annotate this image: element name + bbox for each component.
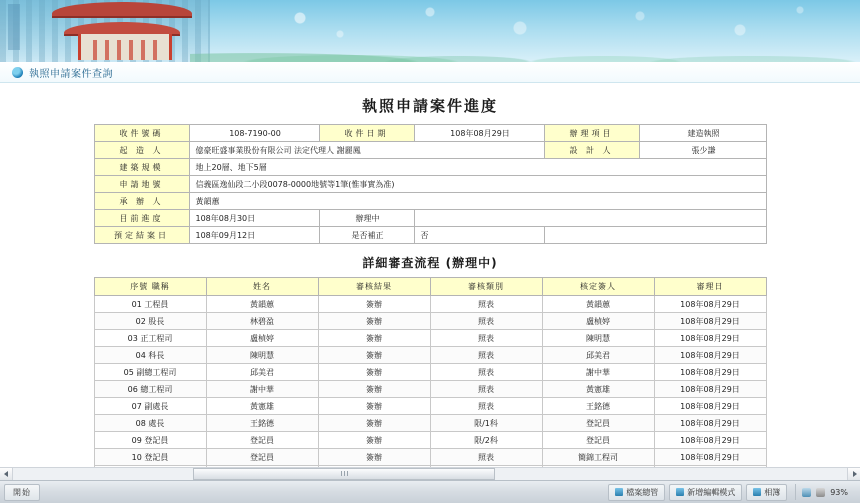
zoom-level[interactable]: 93% xyxy=(830,487,848,497)
cell-result: 簽辦 xyxy=(318,330,430,347)
table-row xyxy=(94,142,766,159)
taskbar-item-label: 相簿 xyxy=(764,487,781,497)
table-row xyxy=(94,449,766,466)
sound-icon[interactable] xyxy=(816,488,825,497)
cell-seq: 02 股長 xyxy=(94,313,206,330)
table-row xyxy=(94,347,766,364)
cell-date: 108年08月29日 xyxy=(654,398,766,415)
breadcrumb-label[interactable]: 執照申請案件查詢 xyxy=(29,68,113,80)
cell-name: 林碧盈 xyxy=(206,313,318,330)
cell-category: 照表 xyxy=(430,347,542,364)
value-receipt-date: 108年08月29日 xyxy=(414,125,544,142)
value-supplement-note xyxy=(544,227,766,244)
col-name: 姓名 xyxy=(206,278,318,296)
site-banner xyxy=(0,0,860,62)
cell-date: 108年08月29日 xyxy=(654,330,766,347)
col-category: 審核類別 xyxy=(430,278,542,296)
cell-category: 照表 xyxy=(430,313,542,330)
cell-seq: 04 科長 xyxy=(94,347,206,364)
value-progress-date: 108年08月30日 xyxy=(189,210,319,227)
value-scale: 地上20層、地下5層 xyxy=(189,159,766,176)
application-info-table xyxy=(94,124,767,244)
cell-result: 簽辦 xyxy=(318,398,430,415)
cell-date: 108年08月29日 xyxy=(654,364,766,381)
window-icon xyxy=(753,488,761,496)
label-supplement: 是否補正 xyxy=(319,227,414,244)
cell-category: 照表 xyxy=(430,330,542,347)
col-seq-title: 序號 職稱 xyxy=(94,278,206,296)
cell-approver: 黃憲雄 xyxy=(542,381,654,398)
cell-result: 簽辦 xyxy=(318,432,430,449)
taskbar-item-label: 新增編輯模式 xyxy=(687,487,736,497)
table-row xyxy=(94,193,766,210)
cell-approver: 謝中華 xyxy=(542,364,654,381)
scroll-right-arrow-icon[interactable] xyxy=(847,468,860,480)
cell-name: 黃憲雄 xyxy=(206,398,318,415)
horizontal-scrollbar[interactable] xyxy=(0,467,860,480)
cell-date: 108年08月29日 xyxy=(654,449,766,466)
value-applicant: 億豪旺盛事業股份有限公司 法定代理人 謝麗鳳 xyxy=(189,142,544,159)
cell-category: 照表 xyxy=(430,381,542,398)
label-item: 辦理項目 xyxy=(544,125,639,142)
taskbar-item[interactable] xyxy=(746,484,787,501)
cell-name: 登記員 xyxy=(206,449,318,466)
scroll-left-arrow-icon[interactable] xyxy=(0,468,13,480)
table-row xyxy=(94,381,766,398)
table-row xyxy=(94,227,766,244)
taskbar-item-label: 檔案總管 xyxy=(626,487,659,497)
cell-seq: 08 處長 xyxy=(94,415,206,432)
scroll-thumb[interactable] xyxy=(193,468,495,480)
cell-result: 簽辦 xyxy=(318,364,430,381)
cell-category: 限/2科 xyxy=(430,432,542,449)
start-button[interactable]: 開始 xyxy=(4,484,40,501)
cell-result: 簽辦 xyxy=(318,347,430,364)
review-flow-table xyxy=(94,277,767,483)
cell-category: 照表 xyxy=(430,398,542,415)
cell-date: 108年08月29日 xyxy=(654,432,766,449)
cell-category: 照表 xyxy=(430,296,542,313)
page-title: 執照申請案件進度 xyxy=(361,97,498,115)
taskbar-item[interactable] xyxy=(608,484,665,501)
value-progress-status: 辦理中 xyxy=(319,210,414,227)
cell-seq: 10 登記員 xyxy=(94,449,206,466)
table-row xyxy=(94,176,766,193)
system-tray xyxy=(795,484,854,500)
cell-result: 簽辦 xyxy=(318,449,430,466)
cell-category: 照表 xyxy=(430,364,542,381)
label-scale: 建築規模 xyxy=(94,159,189,176)
cell-approver: 王銘德 xyxy=(542,398,654,415)
table-row xyxy=(94,364,766,381)
cell-seq: 09 登記員 xyxy=(94,432,206,449)
taskbar xyxy=(0,480,860,503)
cell-seq: 03 正工程司 xyxy=(94,330,206,347)
cell-date: 108年08月29日 xyxy=(654,296,766,313)
cell-name: 登記員 xyxy=(206,432,318,449)
cell-approver: 黃韻蕙 xyxy=(542,296,654,313)
cell-name: 邱美君 xyxy=(206,364,318,381)
cell-date: 108年08月29日 xyxy=(654,347,766,364)
value-due-date: 108年09月12日 xyxy=(189,227,319,244)
cell-approver: 登記員 xyxy=(542,415,654,432)
cell-approver: 登記員 xyxy=(542,432,654,449)
network-icon[interactable] xyxy=(802,488,811,497)
cell-approver: 陳明慧 xyxy=(542,330,654,347)
cell-seq: 01 工程員 xyxy=(94,296,206,313)
col-approver: 核定簽人 xyxy=(542,278,654,296)
col-result: 審核結果 xyxy=(318,278,430,296)
cell-date: 108年08月29日 xyxy=(654,313,766,330)
cell-result: 簽辦 xyxy=(318,415,430,432)
cell-approver: 盧楨婷 xyxy=(542,313,654,330)
cell-name: 黃韻蕙 xyxy=(206,296,318,313)
table-row xyxy=(94,398,766,415)
cell-category: 限/1科 xyxy=(430,415,542,432)
value-receipt-no: 108-7190-00 xyxy=(189,125,319,142)
cell-seq: 06 總工程司 xyxy=(94,381,206,398)
label-due-date: 預定結案日 xyxy=(94,227,189,244)
cell-name: 謝中華 xyxy=(206,381,318,398)
value-designer: 張少謙 xyxy=(639,142,766,159)
taskbar-item[interactable] xyxy=(669,484,742,501)
taskbar-items xyxy=(608,484,860,501)
window-icon xyxy=(676,488,684,496)
table-header-row xyxy=(94,278,766,296)
table-row xyxy=(94,415,766,432)
table-row xyxy=(94,159,766,176)
value-supplement: 否 xyxy=(414,227,544,244)
label-receipt-no: 收件號碼 xyxy=(94,125,189,142)
label-applicant: 起 造 人 xyxy=(94,142,189,159)
table-row xyxy=(94,313,766,330)
label-designer: 設 計 人 xyxy=(544,142,639,159)
table-row xyxy=(94,432,766,449)
cell-result: 簽辦 xyxy=(318,313,430,330)
page-content xyxy=(0,83,860,467)
cell-seq: 07 副處長 xyxy=(94,398,206,415)
label-progress: 目前進度 xyxy=(94,210,189,227)
table-row xyxy=(94,210,766,227)
value-progress-note xyxy=(414,210,766,227)
value-handler: 黃韻蕙 xyxy=(189,193,766,210)
cell-seq: 05 副總工程司 xyxy=(94,364,206,381)
table-row xyxy=(94,330,766,347)
cell-name: 陳明慧 xyxy=(206,347,318,364)
cell-result: 簽辦 xyxy=(318,296,430,313)
table-row xyxy=(94,296,766,313)
table-row xyxy=(94,125,766,142)
cell-result: 簽辦 xyxy=(318,381,430,398)
cell-date: 108年08月29日 xyxy=(654,381,766,398)
cell-category: 照表 xyxy=(430,449,542,466)
label-receipt-date: 收件日期 xyxy=(319,125,414,142)
banner-bubbles xyxy=(0,0,860,62)
label-handler: 承 辦 人 xyxy=(94,193,189,210)
window-icon xyxy=(615,488,623,496)
cell-name: 王銘德 xyxy=(206,415,318,432)
value-parcel: 信義區逸仙段二小段0078-0000地號等1筆(惟事實為准) xyxy=(189,176,766,193)
blue-bullet-icon xyxy=(12,67,23,78)
value-item: 建造執照 xyxy=(639,125,766,142)
label-parcel: 申請地號 xyxy=(94,176,189,193)
cell-approver: 邱美君 xyxy=(542,347,654,364)
cell-date: 108年08月29日 xyxy=(654,415,766,432)
breadcrumb xyxy=(0,62,860,83)
cell-name: 盧楨婷 xyxy=(206,330,318,347)
section-title: 詳細審查流程 (辦理中) xyxy=(362,256,498,270)
col-date: 審理日 xyxy=(654,278,766,296)
cell-approver: 簡錦工程司 xyxy=(542,449,654,466)
